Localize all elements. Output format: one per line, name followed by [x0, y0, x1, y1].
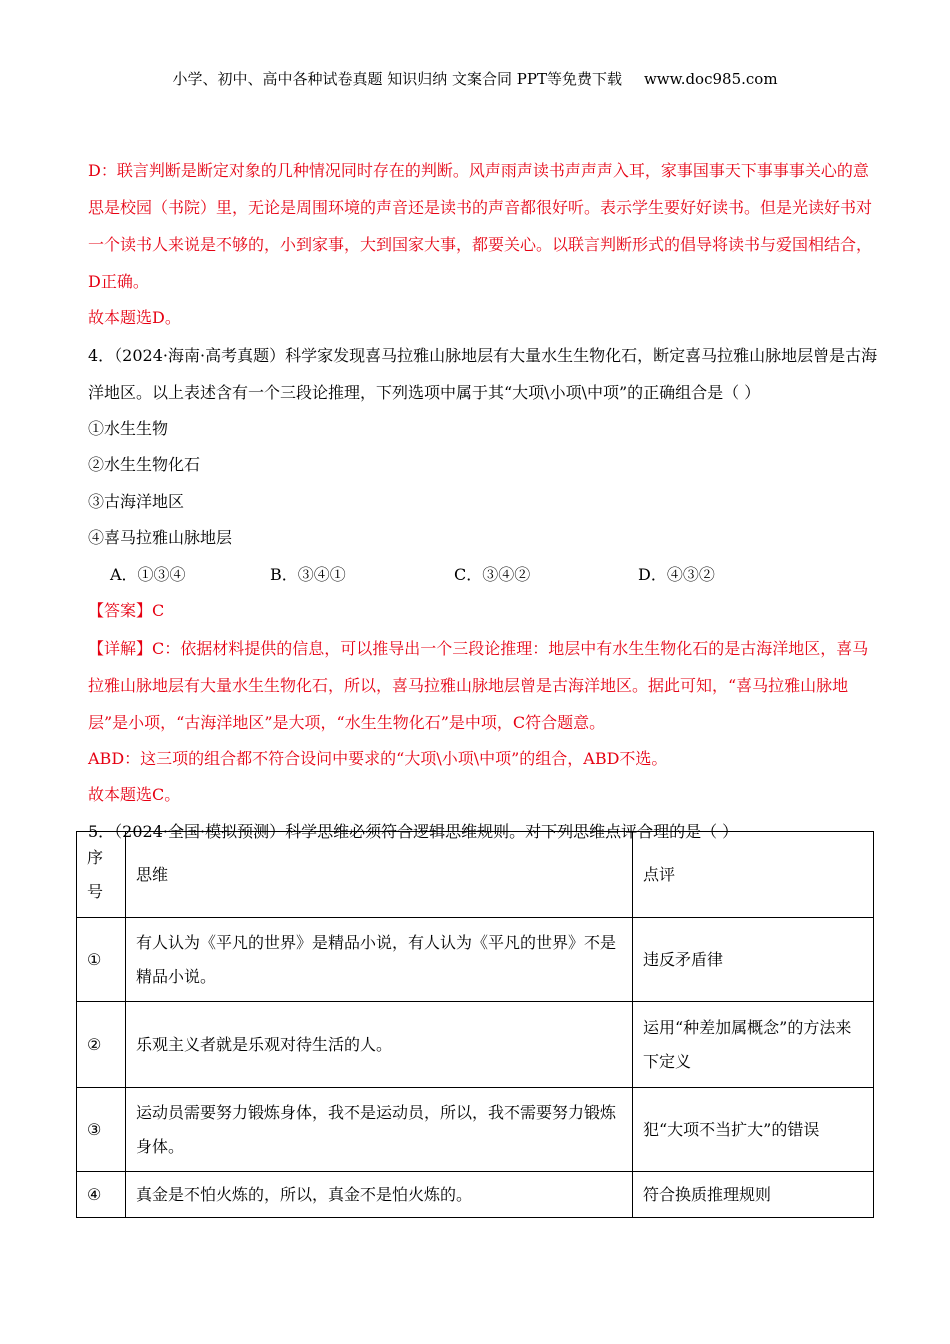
q4-option-c: C．③④②: [454, 564, 531, 584]
row-seq: ③: [77, 1088, 126, 1172]
q5-table: [76, 831, 874, 1218]
row-seq: ②: [77, 1002, 126, 1088]
table-row: [77, 1172, 874, 1218]
q4-explanation: 【详解】C：依据材料提供的信息，可以推导出一个三段论推理：地层中有水生生物化石的是古海洋地区，喜马拉雅山脉地层有大量水生生物化石，所以，喜马拉雅山脉地层曾是古海洋地区。据此可知，“喜马拉雅山脉地层”是小项，“古海洋地区”是大项，“水生生物化石”是中项，C符合题意。: [88, 638, 869, 732]
row-thought: 真金是不怕火炼的，所以，真金不是怕火炼的。: [126, 1172, 633, 1218]
table-row: [77, 1088, 874, 1172]
row-thought: 运动员需要努力锻炼身体，我不是运动员，所以，我不需要努力锻炼身体。: [126, 1088, 633, 1172]
q4-option-b: B．③④①: [270, 564, 346, 584]
row-comment: 违反矛盾律: [633, 918, 874, 1002]
header-seq: 序号: [77, 832, 126, 918]
header-thought: 思维: [126, 832, 633, 918]
q4-options: [88, 557, 878, 594]
header-comment: 点评: [633, 832, 874, 918]
prev-conclusion: 故本题选D。: [88, 308, 181, 327]
table-row: [77, 918, 874, 1002]
row-comment: 符合换质推理规则: [633, 1172, 874, 1218]
row-seq: ④: [77, 1172, 126, 1218]
prev-d-explanation: D：联言判断是断定对象的几种情况同时存在的判断。风声雨声读书声声声入耳，家事国事天下事事事关心的意思是校园（书院）里，无论是周围环境的声音还是读书的声音都很好听。表示学生要好好读书。但是光读好书对一个读书人来说是不够的，小到家事，大到国家大事，都要关心。以联言判断形式的倡导将读书与爱国相结合，D正确。: [88, 161, 873, 291]
q4-option-d: D．④③②: [638, 564, 715, 584]
table-header-row: [77, 832, 874, 918]
q4-conclusion: 故本题选C。: [88, 785, 181, 804]
row-thought: 乐观主义者就是乐观对待生活的人。: [126, 1002, 633, 1088]
page-content: [88, 152, 878, 850]
table-row: [77, 1002, 874, 1088]
row-comment: 运用“种差加属概念”的方法来下定义: [633, 1002, 874, 1088]
page-header: [0, 68, 950, 90]
q4-item: ②水生生物化石: [88, 455, 201, 474]
row-seq: ①: [77, 918, 126, 1002]
header-site-link[interactable]: www.doc985.com: [643, 70, 778, 88]
header-text: 小学、初中、高中各种试卷真题 知识归纳 文案合同 PPT等免费下载: [172, 70, 622, 88]
q4-abd-explanation: ABD：这三项的组合都不符合设问中要求的“大项\小项\中项”的组合，ABD不选。: [88, 748, 668, 768]
q5-stem: 5．（2024·全国·模拟预测）科学思维必须符合逻辑思维规则。对下列思维点评合理的是（ ）: [88, 821, 739, 841]
row-thought: 有人认为《平凡的世界》是精品小说，有人认为《平凡的世界》不是精品小说。: [126, 918, 633, 1002]
row-comment: 犯“大项不当扩大”的错误: [633, 1088, 874, 1172]
q4-stem: 4．（2024·海南·高考真题）科学家发现喜马拉雅山脉地层有大量水生生物化石，断定喜马拉雅山脉地层曾是古海洋地区。以上表述含有一个三段论推理，下列选项中属于其“大项\小项\中项”的正确组合是（ ）: [88, 345, 878, 402]
q4-item: ④喜马拉雅山脉地层: [88, 528, 233, 547]
q4-answer: 【答案】C: [88, 601, 165, 620]
q4-item: ③古海洋地区: [88, 491, 185, 511]
q4-item: ①水生生物: [88, 418, 169, 438]
q4-option-a: A．①③④: [110, 564, 186, 584]
